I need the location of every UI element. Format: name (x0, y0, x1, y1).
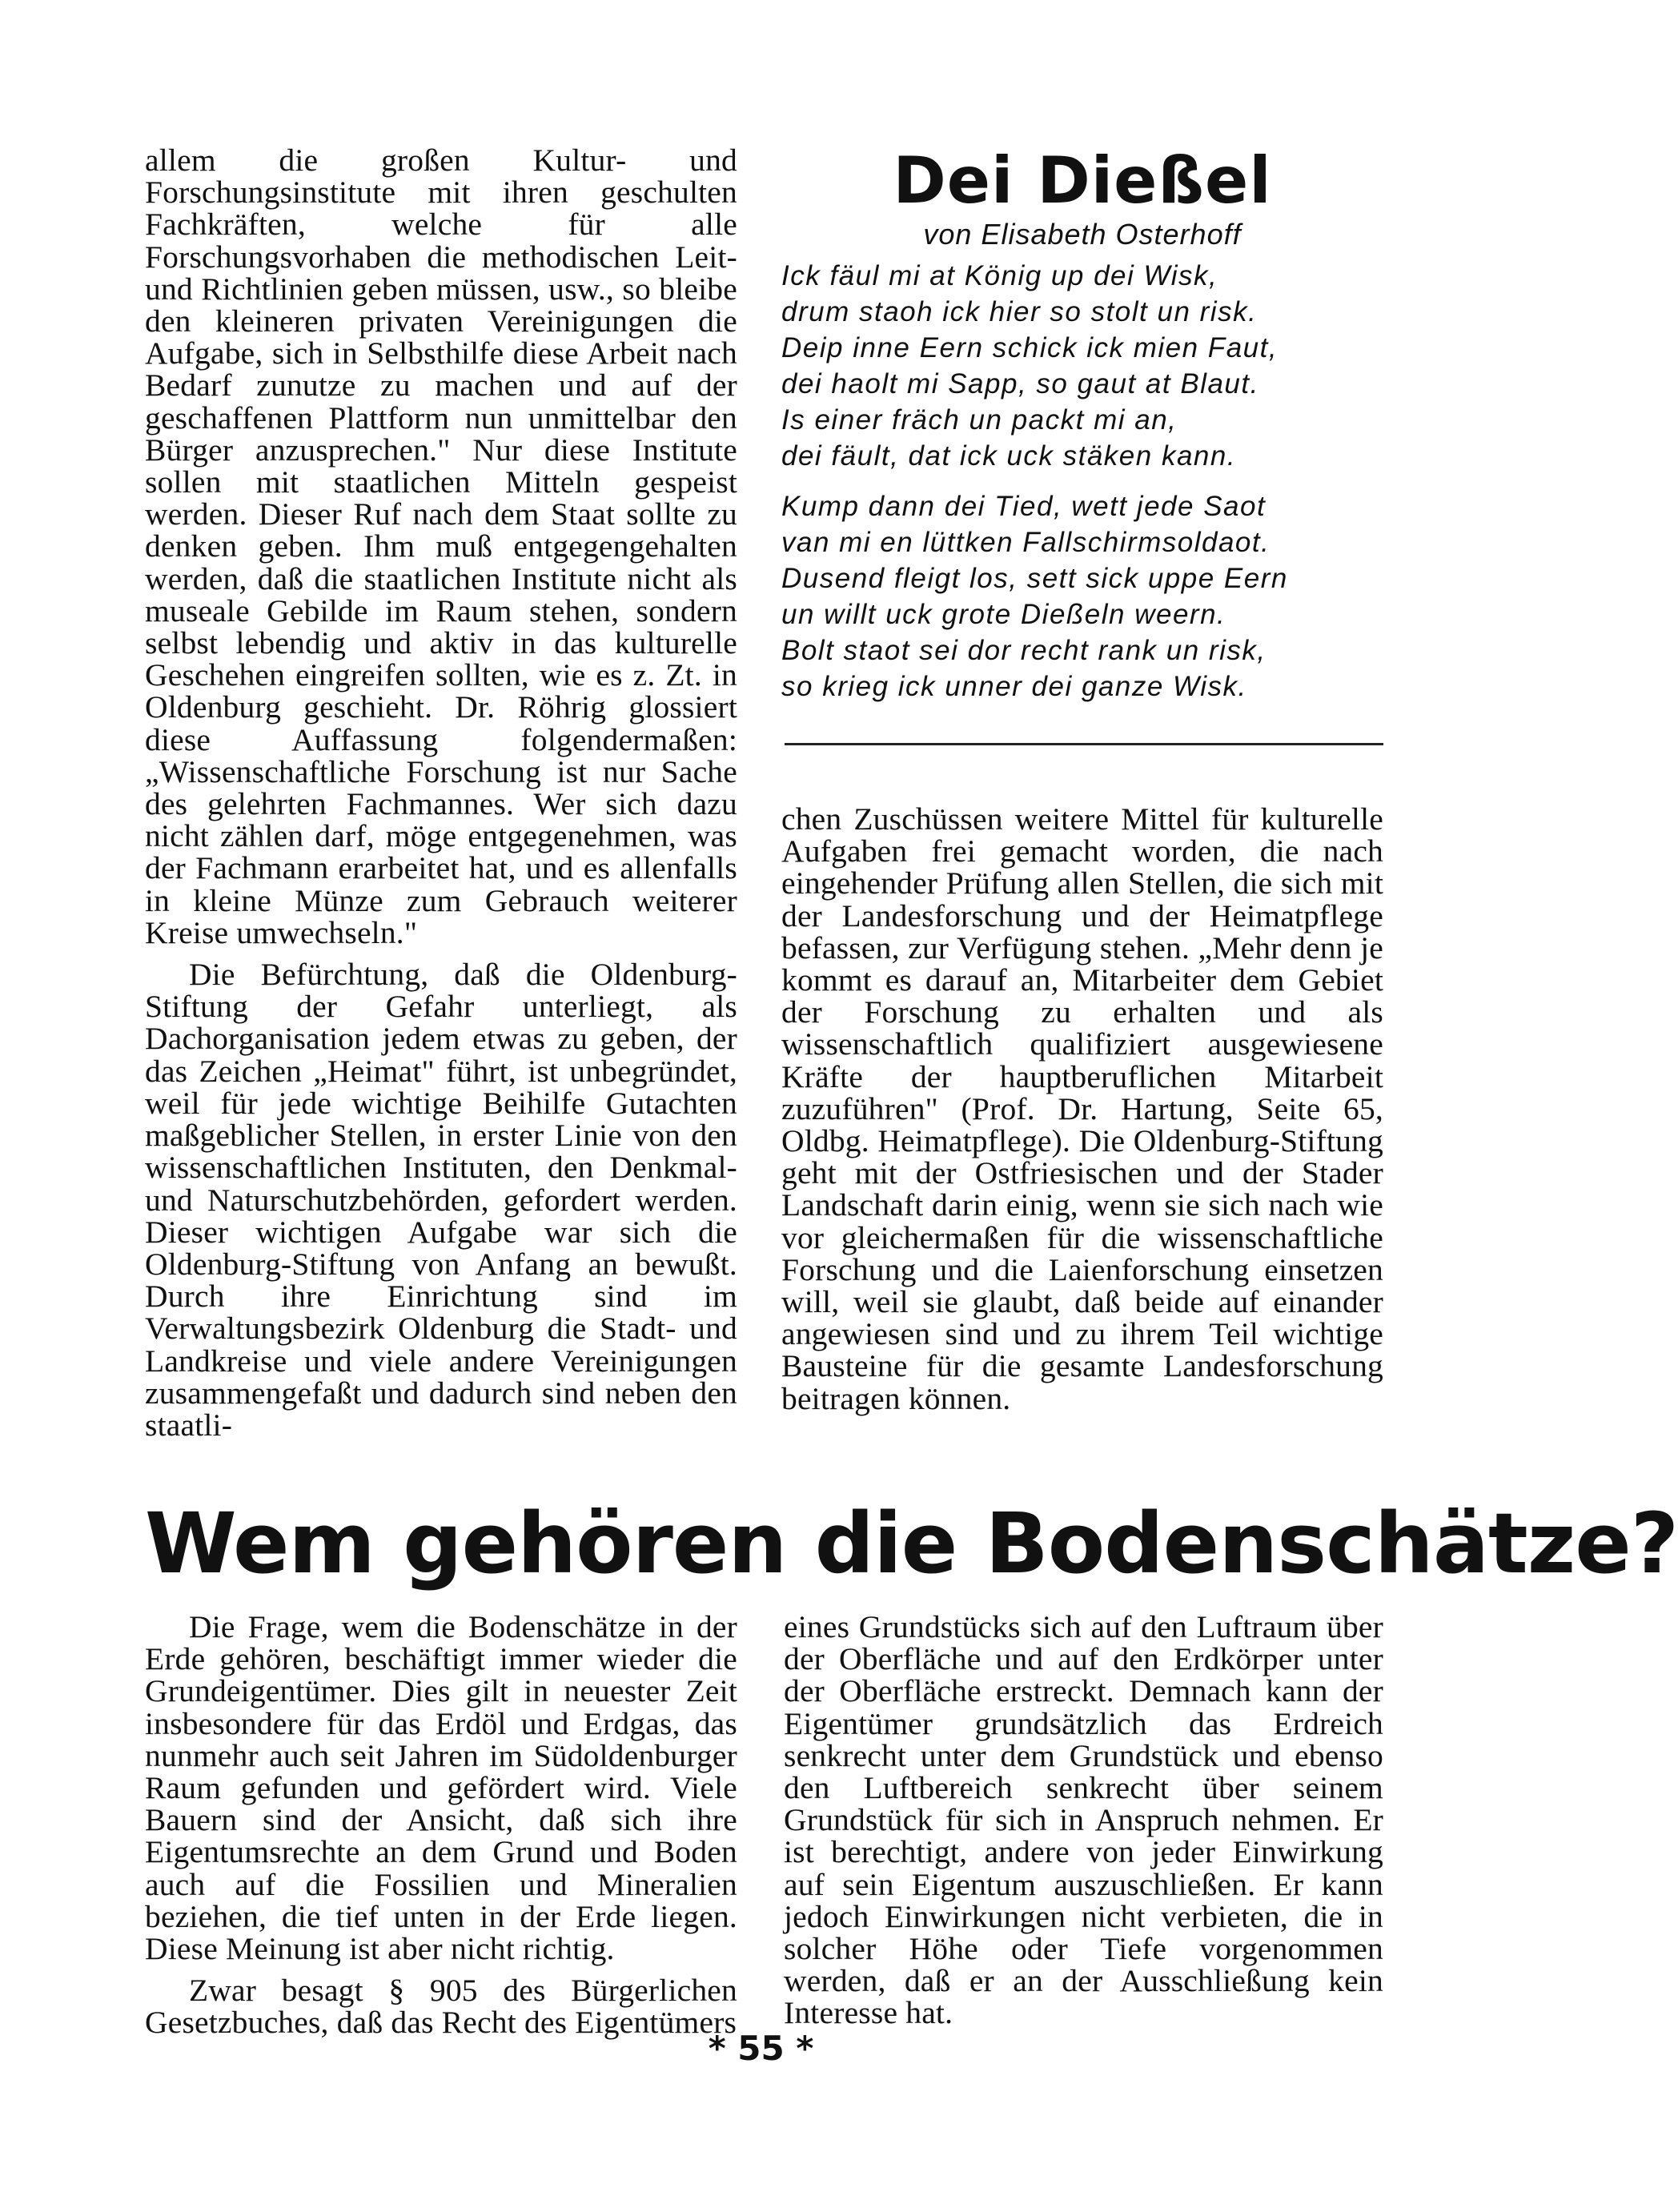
poem-stanza (781, 258, 1383, 474)
poem-stanza (781, 488, 1383, 705)
paragraph: allem die großen Kultur- und Forschungsinstitute mit ihren geschulten Fachkräften, welche für alle Forschungsvorhaben die methodischen Leit- und Richtlinien geben müssen, usw., so bleibe den kleineren privaten Vereinigungen die Aufgabe, sich in Selbsthilfe diese Arbeit nach Bedarf zunutze zu machen und auf der geschaffenen Plattform nun unmittelbar den Bürger anzusprechen." Nur diese Institute sollen mit staatlichen Mitteln gespeist werden. Dieser Ruf nach dem Staat sollte zu denken geben. Ihm muß entgegengehalten werden, daß die staatlichen Institute nicht als museale Gebilde im Raum stehen, sondern selbst lebendig und aktiv in das kulturelle Geschehen eingreifen sollten, wie es z. Zt. in Oldenburg geschieht. Dr. Röhrig glossiert diese Auffassung folgendermaßen: „Wissenschaftliche Forschung ist nur Sache des gelehrten Fachmannes. Wer sich dazu nicht zählen darf, möge entgegenehmen, was der Fachmann erarbeitet hat, und es allenfalls in kleine Münze zum Gebrauch weiterer Kreise umwechseln." (145, 143, 737, 950)
poem-line: un willt uck grote Dießeln weern. (781, 599, 1226, 630)
column-right-mid (781, 803, 1383, 1415)
paragraph: Die Frage, wem die Bodenschätze in der Erde gehören, beschäftigt immer wieder die Grundeigentümer. Dies gilt in neuester Zeit insbesondere für das Erdöl und Erdgas, das nunmehr auch seit Jahren im Südoldenburger Raum gefunden und gefördert wird. Viele Bauern sind der Ansicht, daß sich ihre Eigentumsrechte an dem Grund und Boden auch auf die Fossilien und Mineralien beziehen, die tief unten in der Erde liegen. Diese Meinung ist aber nicht richtig. (145, 1609, 737, 1967)
poem-line: dei haolt mi Sapp, so gaut at Blaut. (781, 368, 1259, 399)
paragraph: Zwar besagt § 905 des Bürgerlichen Gesetzbuches, daß das Recht des Eigentümers (145, 1973, 737, 2041)
poem (781, 258, 1383, 719)
poem-line: so krieg ick unner dei ganze Wisk. (781, 671, 1247, 702)
poem-line: Deip inne Eern schick ick mien Faut, (781, 332, 1279, 363)
poem-line: Kump dann dei Tied, wett jede Saot (781, 491, 1267, 522)
poem-author: von Elisabeth Osterhoff (923, 218, 1242, 251)
divider-rule (785, 743, 1383, 745)
column-left-top (145, 144, 737, 1441)
poem-line: Ick fäul mi at König up dei Wisk, (781, 260, 1218, 291)
article-column-left (145, 1611, 737, 2039)
poem-line: Bolt staot sei dor recht rank un risk, (781, 635, 1267, 666)
page-number: * 55 * (708, 2029, 814, 2068)
poem-line: dei fäult, dat ick uck stäken kann. (781, 440, 1237, 472)
article-headline: Wem gehören die Bodenschätze? (145, 1495, 1678, 1592)
paragraph: eines Grundstücks sich auf den Luftraum über der Oberfläche und auf den Erdkörper unter der Oberfläche erstreckt. Demnach kann der Eigentümer grundsätzlich das Erdreich senkrecht unter dem Grundstück und ebenso den Luftbereich senkrecht über seinem Grundstück für sich in Anspruch nehmen. Er ist berechtigt, andere von jeder Einwirkung auf sein Eigentum auszuschließen. Er kann jedoch Einwirkungen nicht verbieten, die in solcher Höhe oder Tiefe vorgenommen werden, daß er an der Ausschließung kein Interesse hat. (784, 1609, 1383, 2031)
poem-line: van mi en lüttken Fallschirmsoldaot. (781, 527, 1271, 558)
paragraph: chen Zuschüssen weitere Mittel für kulturelle Aufgaben frei gemacht worden, die nach eingehender Prüfung allen Stellen, die sich mit der Landesforschung und der Heimatpflege befassen, zur Verfügung stehen. „Mehr denn je kommt es darauf an, Mitarbeiter dem Gebiet der Forschung zu erhalten und als wissenschaftlich qualifiziert ausgewiesene Kräfte der hauptberuflichen Mitarbeit zuzuführen" (Prof. Dr. Hartung, Seite 65, Oldbg. Heimatpflege). Die Oldenburg-Stiftung geht mit der Ostfriesischen und der Stader Landschaft darin einig, wenn sie sich nach wie vor gleichermaßen für die wissenschaftliche Forschung und die Laienforschung einsetzen will, weil sie glaubt, daß beide auf einander angewiesen sind und zu ihrem Teil wichtige Bausteine für die gesamte Landesforschung beitragen können. (781, 801, 1383, 1416)
paragraph: Die Befürchtung, daß die Oldenburg-Stiftung der Gefahr unterliegt, als Dachorganisation jedem etwas zu geben, der das Zeichen „Heimat" führt, ist unbegründet, weil für jede wichtige Beihilfe Gutachten maßgeblicher Stellen, in erster Linie von den wissenschaftlichen Instituten, den Denkmal- und Naturschutzbehörden, gefordert werden. Dieser wichtigen Aufgabe war sich die Oldenburg-Stiftung von Anfang an bewußt. Durch ihre Einrichtung sind im Verwaltungsbezirk Oldenburg die Stadt- und Landkreise und viele andere Vereinigungen zusammengefaßt und dadurch sind neben den staatli- (145, 957, 737, 1443)
poem-line: drum staoh ick hier so stolt un risk. (781, 296, 1258, 327)
poem-title: Dei Dießel (893, 143, 1272, 218)
poem-line: Dusend fleigt los, sett sick uppe Eern (781, 563, 1288, 594)
poem-line: Is einer fräch un packt mi an, (781, 404, 1178, 436)
article-column-right (784, 1611, 1383, 2029)
